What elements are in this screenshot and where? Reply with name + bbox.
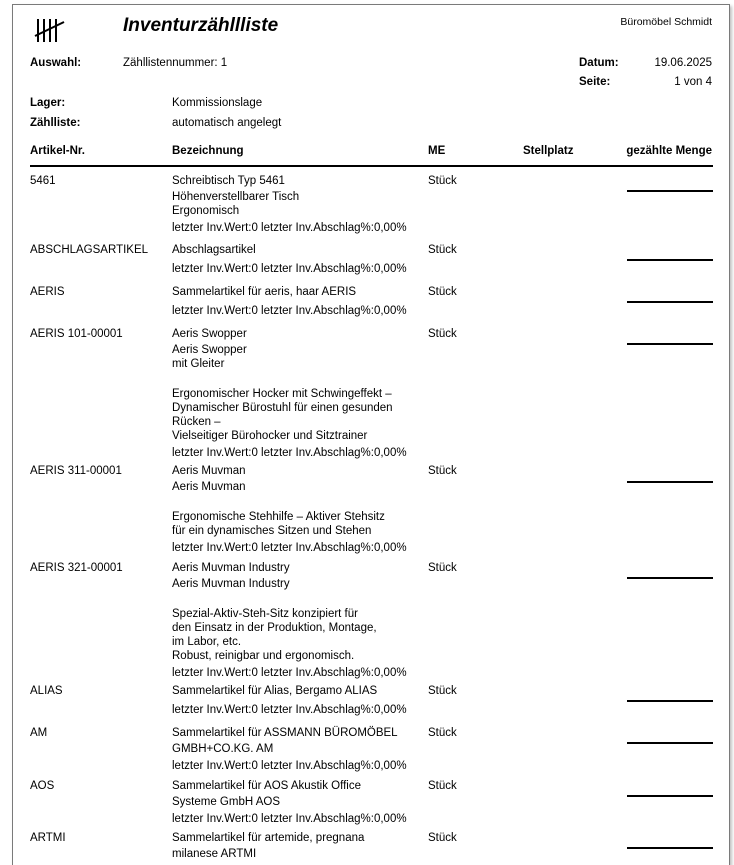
- description-line: Robust, reinigbar und ergonomisch.: [172, 650, 355, 662]
- me-unit: Stück: [428, 244, 457, 256]
- inventory-value-line: letzter Inv.Wert:0 letzter Inv.Abschlag%:0,00%: [172, 704, 407, 716]
- count-entry-line: [627, 577, 713, 579]
- artikel-nr: AM: [30, 727, 48, 739]
- count-entry-line: [627, 742, 713, 744]
- inventory-value-line: letzter Inv.Wert:0 letzter Inv.Abschlag%:0,00%: [172, 542, 407, 554]
- auswahl-value: Zähllistennummer: 1: [123, 57, 228, 69]
- artikel-nr: ALIAS: [30, 685, 63, 697]
- bezeichnung-line: Aeris Swopper: [172, 328, 247, 340]
- bezeichnung-line: Systeme GmbH AOS: [172, 796, 281, 808]
- zaehlliste-label: Zählliste:: [30, 117, 81, 129]
- header-divider: [30, 165, 713, 167]
- col-menge-header: gezählte Menge: [626, 145, 712, 157]
- description-line: Dynamischer Bürostuhl für einen gesunden: [172, 402, 393, 414]
- bezeichnung-line: mit Gleiter: [172, 358, 225, 370]
- artikel-nr: AERIS: [30, 286, 65, 298]
- col-artikel-header: Artikel-Nr.: [30, 145, 85, 157]
- bezeichnung-line: Schreibtisch Typ 5461: [172, 175, 285, 187]
- count-entry-line: [627, 795, 713, 797]
- description-line: den Einsatz in der Produktion, Montage,: [172, 622, 377, 634]
- seite-value: 1 von 4: [674, 76, 712, 88]
- description-line: für ein dynamisches Sitzen und Stehen: [172, 525, 372, 537]
- col-bezeichnung-header: Bezeichnung: [172, 145, 244, 157]
- bezeichnung-line: GMBH+CO.KG. AM: [172, 743, 274, 755]
- col-stellplatz-header: Stellplatz: [523, 145, 574, 157]
- count-entry-line: [627, 301, 713, 303]
- bezeichnung-line: Höhenverstellbarer Tisch: [172, 191, 300, 203]
- inventory-value-line: letzter Inv.Wert:0 letzter Inv.Abschlag%:0,00%: [172, 447, 407, 459]
- me-unit: Stück: [428, 286, 457, 298]
- tally-marks-icon: [34, 16, 66, 44]
- bezeichnung-line: Abschlagsartikel: [172, 244, 256, 256]
- zaehlliste-value: automatisch angelegt: [172, 117, 282, 129]
- inventory-value-line: letzter Inv.Wert:0 letzter Inv.Abschlag%:0,00%: [172, 222, 407, 234]
- artikel-nr: AERIS 101-00001: [30, 328, 123, 340]
- me-unit: Stück: [428, 465, 457, 477]
- artikel-nr: AERIS 321-00001: [30, 562, 123, 574]
- inventory-value-line: letzter Inv.Wert:0 letzter Inv.Abschlag%:0,00%: [172, 305, 407, 317]
- artikel-nr: ABSCHLAGSARTIKEL: [30, 244, 149, 256]
- bezeichnung-line: Aeris Muvman: [172, 465, 246, 477]
- me-unit: Stück: [428, 832, 457, 844]
- inventory-value-line: letzter Inv.Wert:0 letzter Inv.Abschlag%:0,00%: [172, 813, 407, 825]
- bezeichnung-line: Sammelartikel für artemide, pregnana: [172, 832, 365, 844]
- inventory-value-line: letzter Inv.Wert:0 letzter Inv.Abschlag%:0,00%: [172, 760, 407, 772]
- lager-label: Lager:: [30, 97, 66, 109]
- count-entry-line: [627, 343, 713, 345]
- auswahl-label: Auswahl:: [30, 57, 82, 69]
- bezeichnung-line: Sammelartikel für aeris, haar AERIS: [172, 286, 357, 298]
- count-entry-line: [627, 190, 713, 192]
- bezeichnung-line: Sammelartikel für AOS Akustik Office: [172, 780, 361, 792]
- bezeichnung-line: Aeris Muvman: [172, 481, 246, 493]
- bezeichnung-line: Sammelartikel für Alias, Bergamo ALIAS: [172, 685, 378, 697]
- count-entry-line: [627, 847, 713, 849]
- artikel-nr: AOS: [30, 780, 55, 792]
- count-entry-line: [627, 700, 713, 702]
- me-unit: Stück: [428, 328, 457, 340]
- me-unit: Stück: [428, 175, 457, 187]
- datum-value: 19.06.2025: [654, 57, 712, 69]
- bezeichnung-line: milanese ARTMI: [172, 848, 257, 860]
- bezeichnung-line: Ergonomisch: [172, 205, 240, 217]
- me-unit: Stück: [428, 727, 457, 739]
- description-line: Spezial-Aktiv-Steh-Sitz konzipiert für: [172, 608, 358, 620]
- lager-value: Kommissionslage: [172, 97, 263, 109]
- description-line: Vielseitiger Bürohocker und Sitztrainer: [172, 430, 368, 442]
- bezeichnung-line: Aeris Muvman Industry: [172, 562, 290, 574]
- datum-label: Datum:: [579, 57, 619, 69]
- description-line: Ergonomische Stehhilfe – Aktiver Stehsitz: [172, 511, 385, 523]
- description-line: im Labor, etc.: [172, 636, 242, 648]
- artikel-nr: ARTMI: [30, 832, 66, 844]
- artikel-nr: AERIS 311-00001: [30, 465, 122, 477]
- description-line: Rücken –: [172, 416, 221, 428]
- count-entry-line: [627, 259, 713, 261]
- description-line: Ergonomischer Hocker mit Schwingeffekt –: [172, 388, 392, 400]
- page-title: Inventurzähllliste: [123, 15, 279, 36]
- me-unit: Stück: [428, 562, 457, 574]
- artikel-nr: 5461: [30, 175, 56, 187]
- me-unit: Stück: [428, 780, 457, 792]
- seite-label: Seite:: [579, 76, 611, 88]
- inventory-value-line: letzter Inv.Wert:0 letzter Inv.Abschlag%:0,00%: [172, 667, 407, 679]
- col-me-header: ME: [428, 145, 446, 157]
- bezeichnung-line: Aeris Muvman Industry: [172, 578, 290, 590]
- company-name: Büromöbel Schmidt: [620, 16, 712, 28]
- bezeichnung-line: Sammelartikel für ASSMANN BÜROMÖBEL: [172, 727, 398, 739]
- count-entry-line: [627, 481, 713, 483]
- me-unit: Stück: [428, 685, 457, 697]
- inventory-value-line: letzter Inv.Wert:0 letzter Inv.Abschlag%:0,00%: [172, 263, 407, 275]
- bezeichnung-line: Aeris Swopper: [172, 344, 247, 356]
